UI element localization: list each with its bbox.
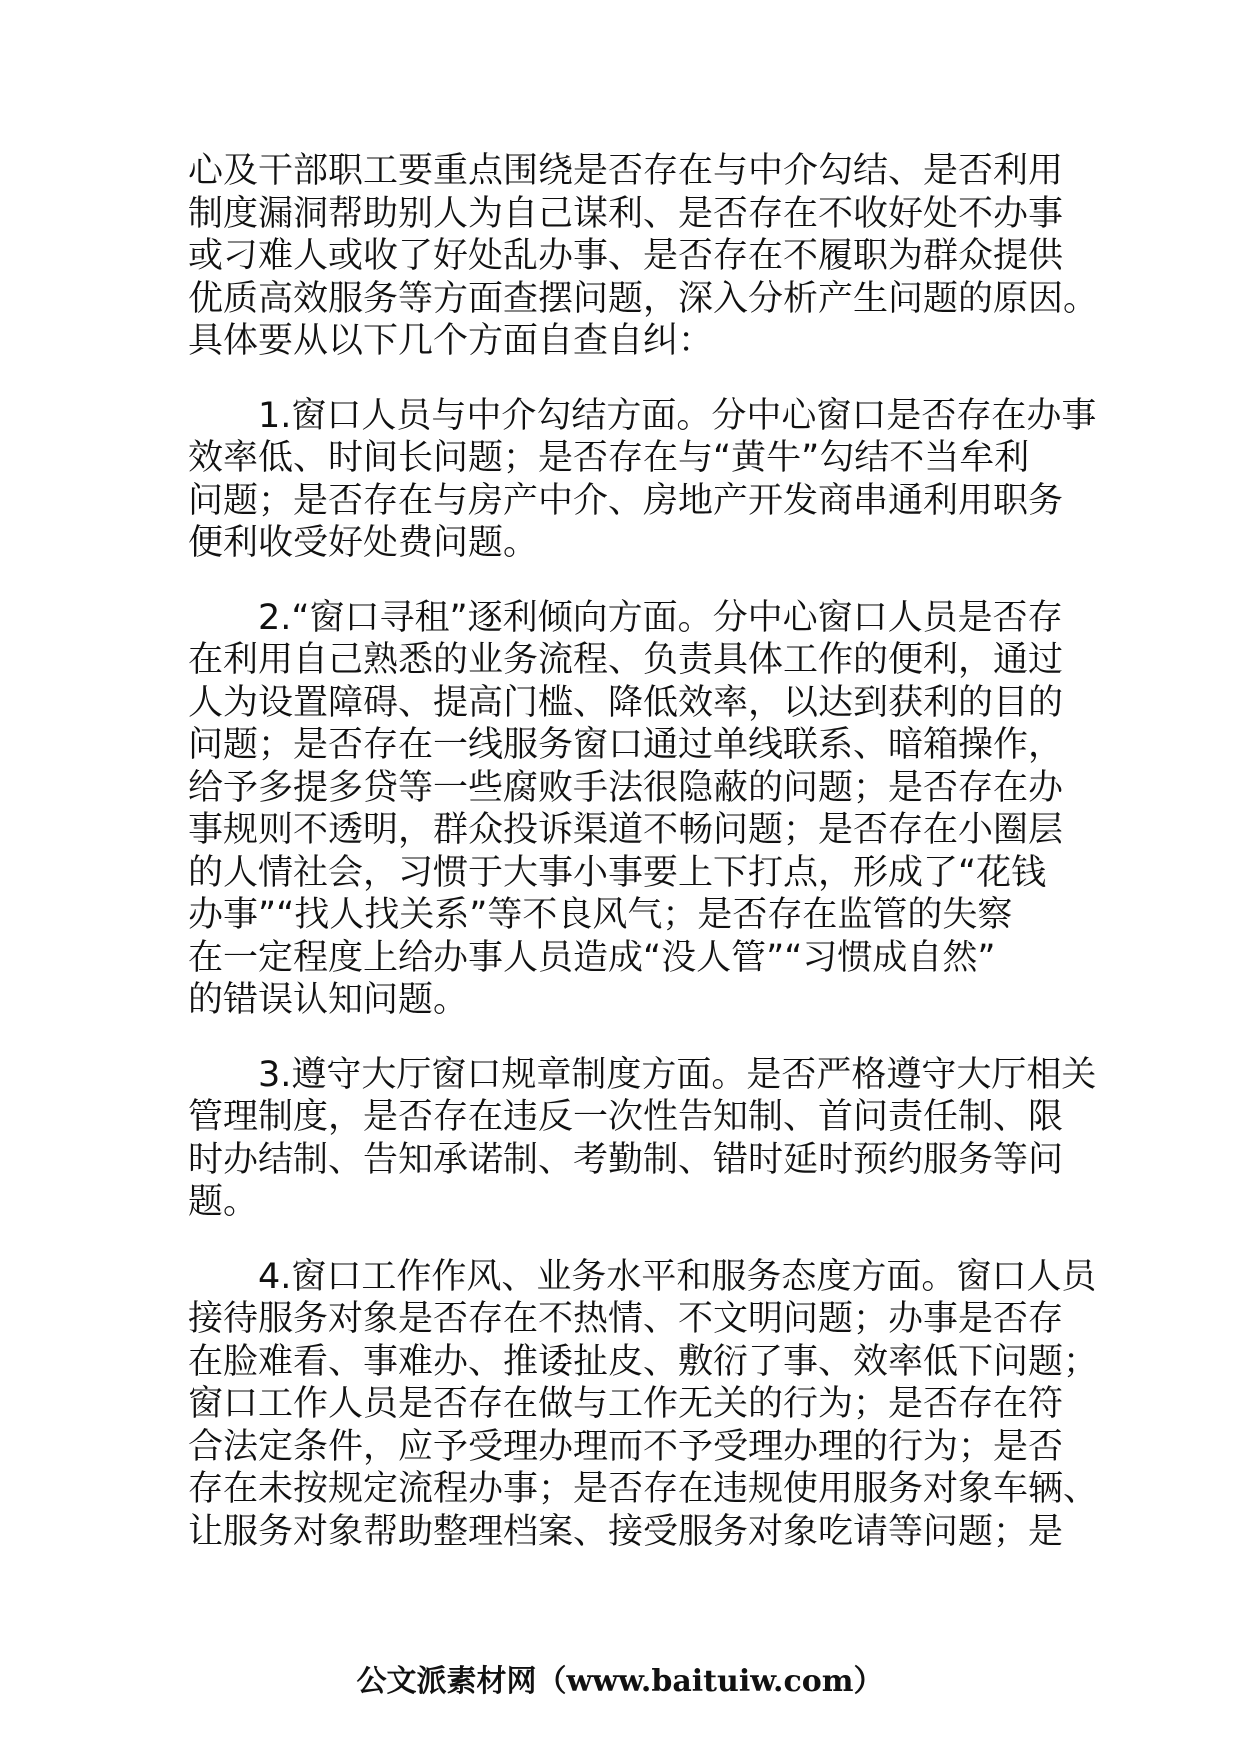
text-line: 具体要从以下几个方面自查自纠：	[188, 321, 714, 361]
text-line: 人为设置障碍、提高门槛、降低效率，以达到获利的目的	[188, 682, 1064, 723]
text-line: 给予多提多贷等一些腐败手法很隐蔽的问题；是否存在办	[188, 767, 1064, 808]
text-line: 问题；是否存在与房产中介、房地产开发商串通利用职务	[188, 480, 1064, 521]
paragraph-item-2	[188, 597, 1068, 1022]
paragraph-item-3	[188, 1054, 1097, 1224]
page-footer: 公文派素材网（www.baituiw.com）	[356, 1664, 884, 1699]
paragraph-item-4	[188, 1256, 1099, 1554]
text-line: 在一定程度上给办事人员造成“没人管”“习惯成自然”	[188, 937, 996, 978]
text-line: 事规则不透明，群众投诉渠道不畅问题；是否存在小圈层	[188, 810, 1064, 850]
text-line: 4.窗口工作作风、业务水平和服务态度方面。窗口人员	[258, 1256, 1097, 1297]
text-line: 制度漏洞帮助别人为自己谋利、是否存在不收好处不办事	[188, 193, 1064, 234]
text-line: 办事”“找人找关系”等不良风气；是否存在监管的失察	[188, 895, 1013, 935]
text-line: 时办结制、告知承诺制、考勤制、错时延时预约服务等问	[188, 1139, 1064, 1180]
text-line: 的人情社会，习惯于大事小事要上下打点，形成了“花钱	[188, 852, 1047, 893]
paragraph-intro	[188, 150, 1099, 363]
text-line: 1.窗口人员与中介勾结方面。分中心窗口是否存在办事	[258, 395, 1097, 436]
document-body	[188, 150, 1099, 1585]
text-line: 问题；是否存在一线服务窗口通过单线联系、暗箱操作，	[188, 725, 1064, 765]
text-line: 的错误认知问题。	[188, 980, 469, 1020]
text-line: 让服务对象帮助整理档案、接受服务对象吃请等问题；是	[188, 1511, 1064, 1552]
text-line: 在利用自己熟悉的业务流程、负责具体工作的便利，通过	[188, 640, 1064, 680]
text-line: 或刁难人或收了好处乱办事、是否存在不履职为群众提供	[188, 236, 1064, 276]
text-line: 2.“窗口寻租”逐利倾向方面。分中心窗口人员是否存	[258, 597, 1063, 638]
paragraph-item-1	[188, 395, 1097, 565]
text-line: 合法定条件，应予受理办理而不予受理办理的行为；是否	[188, 1426, 1064, 1467]
text-line: 心及干部职工要重点围绕是否存在与中介勾结、是否利用	[188, 151, 1064, 191]
text-line: 便利收受好处费问题。	[188, 523, 539, 563]
text-line: 优质高效服务等方面查摆问题，深入分析产生问题的原因。	[188, 278, 1099, 319]
text-line: 题。	[188, 1182, 259, 1222]
text-line: 窗口工作人员是否存在做与工作无关的行为；是否存在符	[188, 1384, 1064, 1424]
text-line: 在脸难看、事难办、推诿扯皮、敷衍了事、效率低下问题；	[188, 1341, 1099, 1382]
text-line: 3.遵守大厅窗口规章制度方面。是否严格遵守大厅相关	[258, 1054, 1097, 1095]
text-line: 接待服务对象是否存在不热情、不文明问题；办事是否存	[188, 1299, 1064, 1339]
text-line: 存在未按规定流程办事；是否存在违规使用服务对象车辆、	[188, 1469, 1099, 1509]
text-line: 效率低、时间长问题；是否存在与“黄牛”勾结不当牟利	[188, 438, 1030, 478]
text-line: 管理制度，是否存在违反一次性告知制、首问责任制、限	[188, 1097, 1064, 1137]
